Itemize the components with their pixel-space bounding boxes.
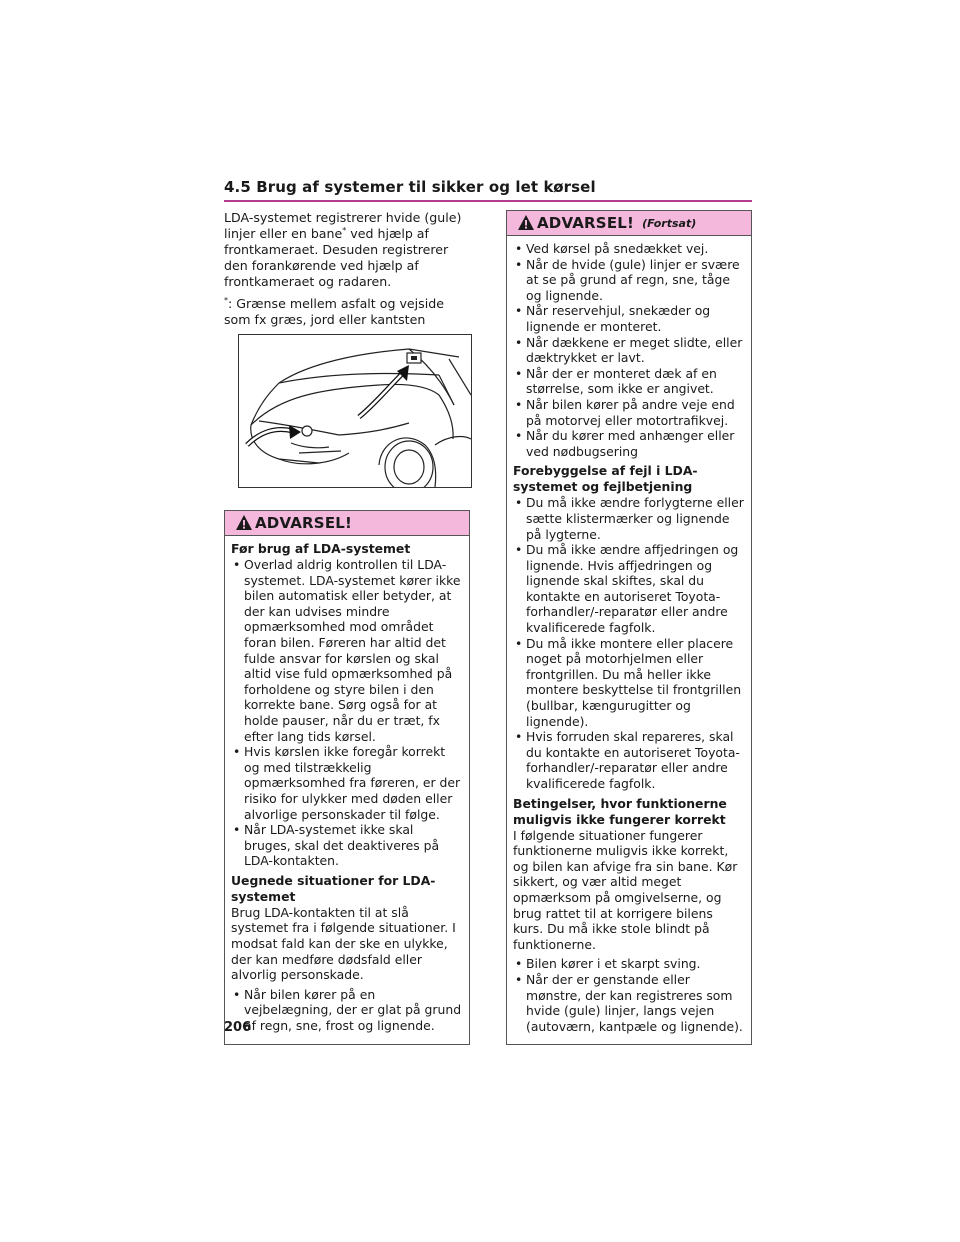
warning-paragraph: Brug LDA-kontakten til at slå systemet fra i følgende situationer. I modsat fald kan der ske en ulykke, der kan medføre dødsfald eller alvorlig personskade. xyxy=(231,904,456,983)
list-item: • Hvis kørslen ikke foregår korrekt og med tilstrækkelig opmærksomhed fra føreren, er der risiko for ulykker med døden eller alvorlige personskader til følge. xyxy=(231,744,463,822)
bullet-list xyxy=(513,956,745,1034)
header-rule xyxy=(224,200,752,202)
list-item: • Du må ikke montere eller placere noget på motorhjelmen eller frontgrillen. Du må heller ikke montere beskyttelse til frontgrillen (bullbar, kængurugitter og lignende). xyxy=(513,636,745,730)
footnote-marker: * xyxy=(342,225,347,235)
list-item: • Når der er genstande eller mønstre, der kan registreres som hvide (gule) linjer, langs vejen (autoværn, kantpæle og lignende). xyxy=(513,972,745,1034)
footnote-star: * xyxy=(224,295,228,305)
warning-heading: Uegnede situationer for LDA-systemet xyxy=(231,872,436,904)
list-item: • Overlad aldrig kontrollen til LDA-systemet. LDA-systemet kører ikke bilen automatisk eller betyder, at der kan udvises mindre opmærksomhed mod området foran bilen. Føreren har altid det fulde ansvar for kørslen og skal altid vise fuld opmærksomhed på forholdene og styre bilen i den korrekte bane. Sørg også for at holde pauser, når du er træt, fx efter lang tids kørsel. xyxy=(231,557,463,744)
warning-triangle-icon xyxy=(517,214,535,231)
left-column xyxy=(224,210,470,1045)
warning-paragraph: I følgende situationer fungerer funktionerne muligvis ikke korrekt, og bilen kan afvige fra sin bane. Kør sikkert, og vær altid meget opmærksom på omgivelserne, og brug rattet til at korrigere bilens kurs. Du må ikke stole blindt på funktionerne. xyxy=(513,827,738,952)
list-item: • Hvis forruden skal repareres, skal du kontakte en autoriseret Toyota-forhandler/-reparatør eller andre kvalificerede fagfolk. xyxy=(513,729,745,791)
right-column xyxy=(506,210,752,1045)
page-number: 206 xyxy=(224,1020,252,1035)
list-item: • Ved kørsel på snedækket vej. xyxy=(513,241,745,257)
list-item: • Bilen kører i et skarpt sving. xyxy=(513,956,745,972)
warning-box-continued xyxy=(506,210,752,1045)
list-item: • Når der er monteret dæk af en størrelse, som ikke er angivet. xyxy=(513,366,745,397)
curved-arrow-icon xyxy=(247,425,301,445)
bullet-list xyxy=(231,987,463,1034)
warning-body xyxy=(507,236,751,1044)
warning-subtitle: (Fortsat) xyxy=(642,216,697,230)
warning-body xyxy=(225,536,469,1044)
list-item: • Når dækkene er meget slidte, eller dæktrykket er lavt. xyxy=(513,335,745,366)
warning-triangle-icon xyxy=(235,514,253,531)
intro-paragraph xyxy=(224,210,470,290)
list-item: • Du må ikke ændre affjedringen og lignende. Hvis affjedringen og lignende skal skiftes, skal du kontakte en autoriseret Toyota-forhandler/-reparatør eller andre kvalificerede fagfolk. xyxy=(513,542,745,636)
list-item: • Du må ikke ændre forlygterne eller sætte klistermærker og lignende på lygterne. xyxy=(513,495,745,542)
intro-text-b: ved hjælp af frontkameraet. Desuden registrerer den forankørende ved hjælp af frontkameraet og radaren. xyxy=(224,226,449,289)
warning-title: ADVARSEL! xyxy=(537,214,635,232)
footnote xyxy=(224,296,470,328)
bullet-list xyxy=(513,495,745,791)
list-item: • Når du kører med anhænger eller ved nødbugsering xyxy=(513,428,745,459)
page-header xyxy=(224,178,752,202)
warning-header xyxy=(507,211,751,236)
warning-heading: Før brug af LDA-systemet xyxy=(231,541,411,556)
list-item: • Når LDA-systemet ikke skal bruges, skal det deaktiveres på LDA-kontakten. xyxy=(231,822,463,869)
intro-text-a: LDA-systemet registrerer hvide (gule) linjer eller en bane xyxy=(224,210,462,241)
section-title: 4.5 Brug af systemer til sikker og let kørsel xyxy=(224,178,596,196)
list-item: • Når bilen kører på andre veje end på motorvej eller motortrafikvej. xyxy=(513,397,745,428)
warning-box xyxy=(224,510,470,1045)
car-illustration-svg xyxy=(239,335,471,487)
warning-title: ADVARSEL! xyxy=(255,514,353,532)
bullet-list xyxy=(513,241,745,459)
warning-header xyxy=(225,511,469,536)
curved-arrow-icon xyxy=(359,365,409,417)
footnote-text: : Grænse mellem asfalt og vejside som fx græs, jord eller kantsten xyxy=(224,296,444,327)
list-item: • Når reservehjul, snekæder og lignende er monteret. xyxy=(513,303,745,334)
list-item: • Når de hvide (gule) linjer er svære at se på grund af regn, sne, tåge og lignende. xyxy=(513,257,745,304)
car-camera-illustration xyxy=(238,334,472,488)
list-item: • Når bilen kører på en vejbelægning, der er glat på grund af regn, sne, frost og lignende. xyxy=(231,987,463,1034)
bullet-list xyxy=(231,557,463,869)
warning-heading: Betingelser, hvor funktionerne muligvis ikke fungerer korrekt xyxy=(513,795,727,827)
warning-heading: Forebyggelse af fejl i LDA-systemet og fejlbetjening xyxy=(513,463,698,495)
